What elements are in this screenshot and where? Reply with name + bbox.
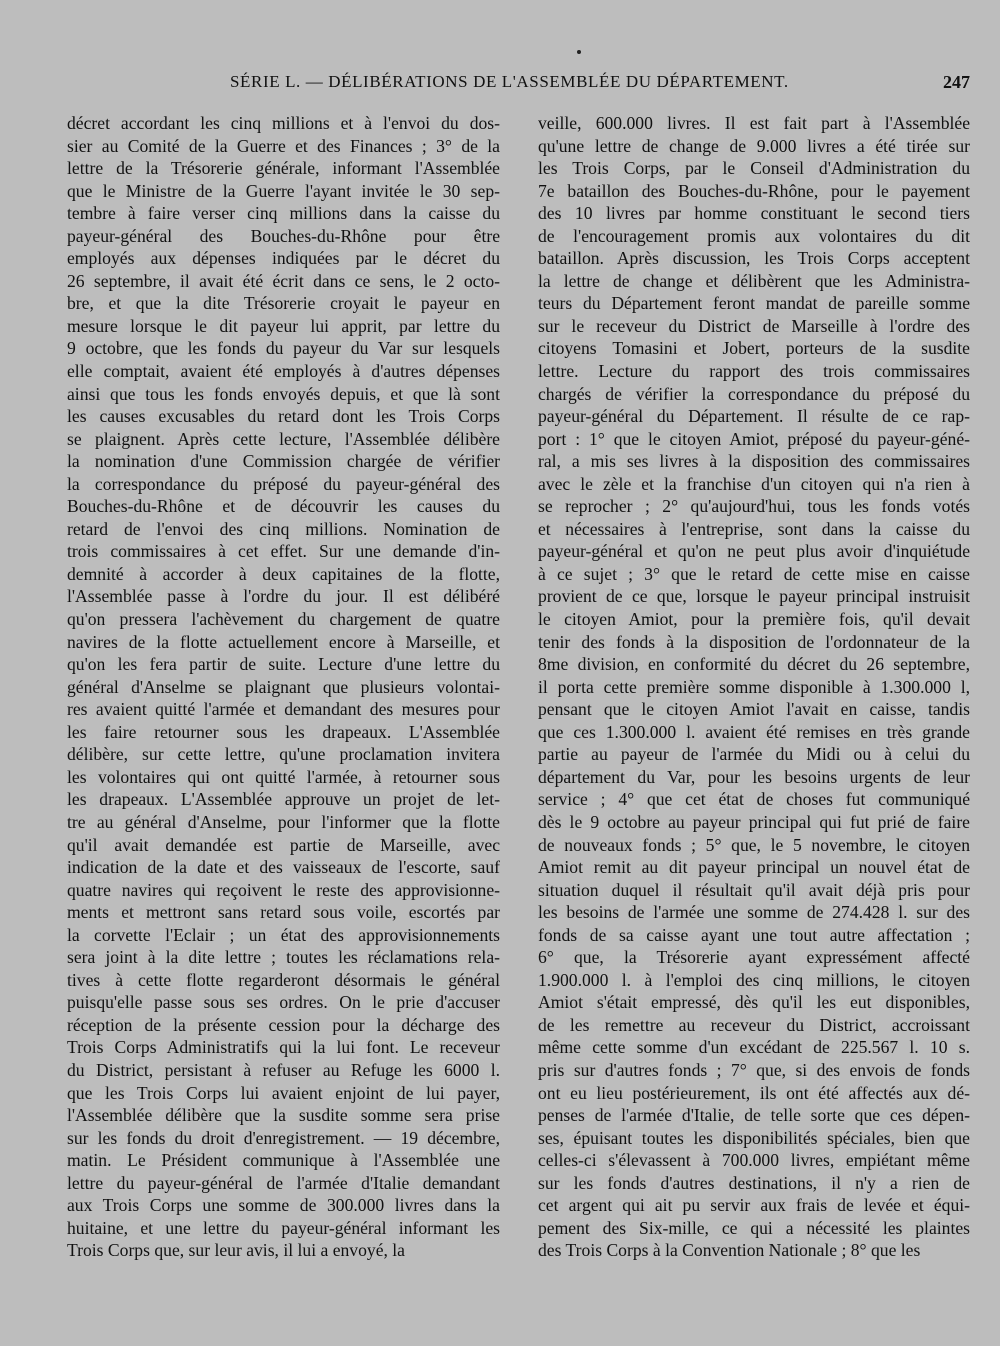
text-line: payeur-général des Bouches-du-Rhône pour être — [67, 225, 500, 246]
text-line: tenir des fonds à la disposition de l'ordonnateur de la — [538, 631, 970, 652]
text-line: matin. Le Président communique à l'Assemblée une — [67, 1150, 500, 1171]
page-number: 247 — [943, 72, 970, 92]
text-line: bre, et que la dite Trésorerie croyait le payeur en — [67, 293, 500, 314]
text-line: provient de ce que, lorsque le payeur principal instruisit — [538, 586, 970, 607]
text-line: puisqu'elle passe sous ses ordres. On le prie d'accuser — [67, 992, 500, 1013]
text-line: elle comptait, avaient été employés à d'autres dépenses — [67, 361, 500, 382]
text-line: payeur-général du Département. Il résulte de ce rap- — [538, 406, 970, 427]
text-line: 6° que, la Trésorerie ayant expressément affecté — [538, 947, 970, 968]
text-line: chargés de vérifier la correspondance du préposé du — [538, 383, 970, 404]
text-line: même cette somme d'un excédant de 225.567 l. 10 s. — [538, 1037, 970, 1058]
text-line: qu'une lettre de change de 9.000 livres a été tirée sur — [538, 135, 970, 156]
text-line: la corvette l'Eclair ; un état des approvisionnements — [67, 924, 500, 945]
text-line: la lettre de change et délibèrent que les Administra- — [538, 270, 970, 291]
text-line: teurs du Département feront mandat de pareille somme — [538, 293, 970, 314]
text-line: pensant que le citoyen Amiot l'avait en caisse, tandis — [538, 699, 970, 720]
text-line: lettre de la Trésorerie générale, informant l'Assemblée — [67, 158, 500, 179]
text-line: se plaignent. Après cette lecture, l'Assemblée délibère — [67, 428, 500, 449]
text-line: les causes excusables du retard dont les Trois Corps — [67, 406, 500, 427]
text-line: le citoyen Amiot, pour la première fois, qu'il devait — [538, 609, 970, 630]
text-line: tives à cette flotte regarderont désormais le général — [67, 969, 500, 990]
text-line: Trois Corps que, sur leur avis, il lui a envoyé, la — [67, 1240, 405, 1261]
text-line: veille, 600.000 livres. Il est fait part à l'Assemblée — [538, 113, 970, 133]
text-line: les Trois Corps, par le Conseil d'Administration du — [538, 158, 970, 179]
text-line: des 10 livres par homme constituant le second tiers — [538, 203, 970, 224]
text-line: fonds de sa caisse ayant une tout autre affectation ; — [538, 924, 970, 945]
text-line: de nouveaux fonds ; 5° que, le 5 novembre, le citoyen — [538, 834, 970, 855]
text-line: 9 octobre, que les fonds du payeur du Var sur lesquels — [67, 338, 500, 359]
text-line: il porta cette première somme disponible à 1.300.000 l, — [538, 676, 970, 697]
text-line: sera joint à la dite lettre ; toutes les réclamations rela- — [67, 947, 500, 968]
text-line: sur les fonds du droit d'enregistrement. — 19 décembre, — [67, 1127, 500, 1148]
page-header — [0, 72, 1000, 98]
text-line: de l'encouragement promis aux volontaires du dit — [538, 225, 970, 246]
text-line: et nécessaires à l'entreprise, sont dans la caisse du — [538, 518, 970, 539]
text-line: aux Trois Corps une somme de 300.000 livres dans la — [67, 1195, 500, 1216]
text-line: retard de l'envoi des cinq millions. Nomination de — [67, 518, 500, 539]
text-line: cet argent qui ait pu servir aux frais de levée et équi- — [538, 1195, 970, 1216]
text-line: demnité à accorder à deux capitaines de la flotte, — [67, 563, 500, 584]
text-line: avec le zèle et la franchise d'un citoyen qui n'a rien à — [538, 473, 970, 494]
text-line: 7e bataillon des Bouches-du-Rhône, pour le payement — [538, 180, 970, 201]
text-line: les drapeaux. L'Assemblée approuve un projet de let- — [67, 789, 500, 810]
text-line: général d'Anselme se plaignant que plusieurs volontai- — [67, 676, 500, 697]
text-line: ainsi que tous les fonds envoyés depuis, et que là sont — [67, 383, 500, 404]
print-speck — [577, 50, 581, 54]
text-line: l'Assemblée délibère que la susdite somme sera prise — [67, 1105, 500, 1126]
text-line: l'Assemblée passe à l'ordre du jour. Il est délibéré — [67, 586, 500, 607]
text-line: les besoins de l'armée une somme de 274.428 l. sur des — [538, 902, 970, 923]
text-line: décret accordant les cinq millions et à l'envoi du dos- — [67, 113, 500, 133]
text-line: payeur-général et qu'on ne peut plus avoir d'inquiétude — [538, 541, 970, 562]
text-line: qu'on les fera partir de suite. Lecture d'une lettre du — [67, 654, 500, 675]
text-line: se reprocher ; 2° qu'aujourd'hui, tous les fonds votés — [538, 496, 970, 517]
text-line: 1.900.000 l. à l'emploi des cinq millions, le citoyen — [538, 969, 970, 990]
text-line: navires de la flotte actuellement encore à Marseille, et — [67, 631, 500, 652]
text-line: les volontaires qui ont quitté l'armée, à retourner sous — [67, 766, 500, 787]
text-line: que ces 1.300.000 l. avaient été remises en très grande — [538, 721, 970, 742]
text-line: citoyens Tomasini et Jobert, porteurs de la susdite — [538, 338, 970, 359]
text-line: quatre navires qui reçoivent le reste des approvisionne- — [67, 879, 500, 900]
text-line: celles-ci s'élevassent à 700.000 livres, empiétant même — [538, 1150, 970, 1171]
text-line: de les remettre au receveur du District, accroissant — [538, 1014, 970, 1035]
text-line: 8me division, en conformité du décret du 26 septembre, — [538, 654, 970, 675]
text-line: pris sur d'autres fonds ; 7° que, si des envois de fonds — [538, 1059, 970, 1080]
running-title: SÉRIE L. — DÉLIBÉRATIONS DE L'ASSEMBLÉE DU DÉPARTEMENT. — [230, 72, 789, 91]
text-line: sur les fonds d'autres destinations, il n'y a rien de — [538, 1172, 970, 1193]
text-line: penses de l'armée d'Italie, de telle sorte que ces dépen- — [538, 1105, 970, 1126]
text-line: qu'on pressera l'achèvement du chargement de quatre — [67, 609, 500, 630]
text-line: 26 septembre, il avait été écrit dans ce sens, le 2 octo- — [67, 270, 500, 291]
text-line: département du Var, pour les besoins urgents de leur — [538, 766, 970, 787]
text-line: pement des Six-mille, ce qui a nécessité les plaintes — [538, 1217, 970, 1238]
text-line: trois commissaires à cet effet. Sur une demande d'in- — [67, 541, 500, 562]
text-line: situation duquel il résultait qu'il avait déjà pris pour — [538, 879, 970, 900]
text-line: la nomination d'une Commission chargée de vérifier — [67, 451, 500, 472]
text-line: bataillon. Après discussion, les Trois Corps acceptent — [538, 248, 970, 269]
text-line: employés aux dépenses indiquées par le décret du — [67, 248, 500, 269]
text-line: les faire retourner sous les drapeaux. L'Assemblée — [67, 721, 500, 742]
text-line: port : 1° que le citoyen Amiot, préposé du payeur-géné- — [538, 428, 970, 449]
text-line: sur le receveur du District de Marseille à l'ordre des — [538, 315, 970, 336]
text-line: ses, épuisant toutes les disponibilités spéciales, bien que — [538, 1127, 970, 1148]
text-line: partie au payeur de l'armée du Midi ou à celui du — [538, 744, 970, 765]
text-line: Amiot remit au dit payeur principal un nouvel état de — [538, 857, 970, 878]
text-line: dès le 9 octobre au payeur principal qui fut prié de faire — [538, 811, 970, 832]
text-line: indication de la date et des vaisseaux de l'escorte, sauf — [67, 857, 500, 878]
left-text-column — [67, 112, 500, 1262]
text-line: ments et mettront sans retard sous voile, escortés par — [67, 902, 500, 923]
text-line: délibère, sur cette lettre, qu'une proclamation invitera — [67, 744, 500, 765]
text-line: ont eu lieu postérieurement, ils ont été affectés aux dé- — [538, 1082, 970, 1103]
text-line: service ; 4° que cet état de choses fut communiqué — [538, 789, 970, 810]
text-line: lettre. Lecture du rapport des trois commissaires — [538, 361, 970, 382]
text-line: mesure lorsque le dit payeur lui apprit, par lettre du — [67, 315, 500, 336]
text-line: lettre du payeur-général de l'armée d'Italie demandant — [67, 1172, 500, 1193]
text-line: qu'il avait demandée est partie de Marseille, avec — [67, 834, 500, 855]
text-line: Amiot s'était empressé, dès qu'il les eut disponibles, — [538, 992, 970, 1013]
text-line: huitaine, et une lettre du payeur-général informant les — [67, 1217, 500, 1238]
text-line: que les Trois Corps lui avaient enjoint de lui payer, — [67, 1082, 500, 1103]
right-text-column — [538, 112, 970, 1262]
text-line: sier au Comité de la Guerre et des Finances ; 3° de la — [67, 135, 500, 156]
text-line: réception de la présente cession pour la décharge des — [67, 1014, 500, 1035]
text-line: tembre à faire verser cinq millions dans la caisse du — [67, 203, 500, 224]
text-line: des Trois Corps à la Convention Nationale ; 8° que les — [538, 1240, 921, 1261]
text-line: la correspondance du préposé du payeur-général des — [67, 473, 500, 494]
text-line: Trois Corps Administratifs qui la lui font. Le receveur — [67, 1037, 500, 1058]
text-line: res avaient quitté l'armée et demandant des mesures pour — [67, 699, 500, 720]
text-line: tre au général d'Anselme, pour l'informer que la flotte — [67, 811, 500, 832]
text-line: que le Ministre de la Guerre l'ayant invitée le 30 sep- — [67, 180, 500, 201]
text-line: à ce sujet ; 3° que le retard de cette mise en caisse — [538, 563, 970, 584]
text-line: ral, a mis ses livres à la disposition des commissaires — [538, 451, 970, 472]
text-line: Bouches-du-Rhône et de découvrir les causes du — [67, 496, 500, 517]
text-line: du District, persistant à refuser au Refuge les 6000 l. — [67, 1059, 500, 1080]
